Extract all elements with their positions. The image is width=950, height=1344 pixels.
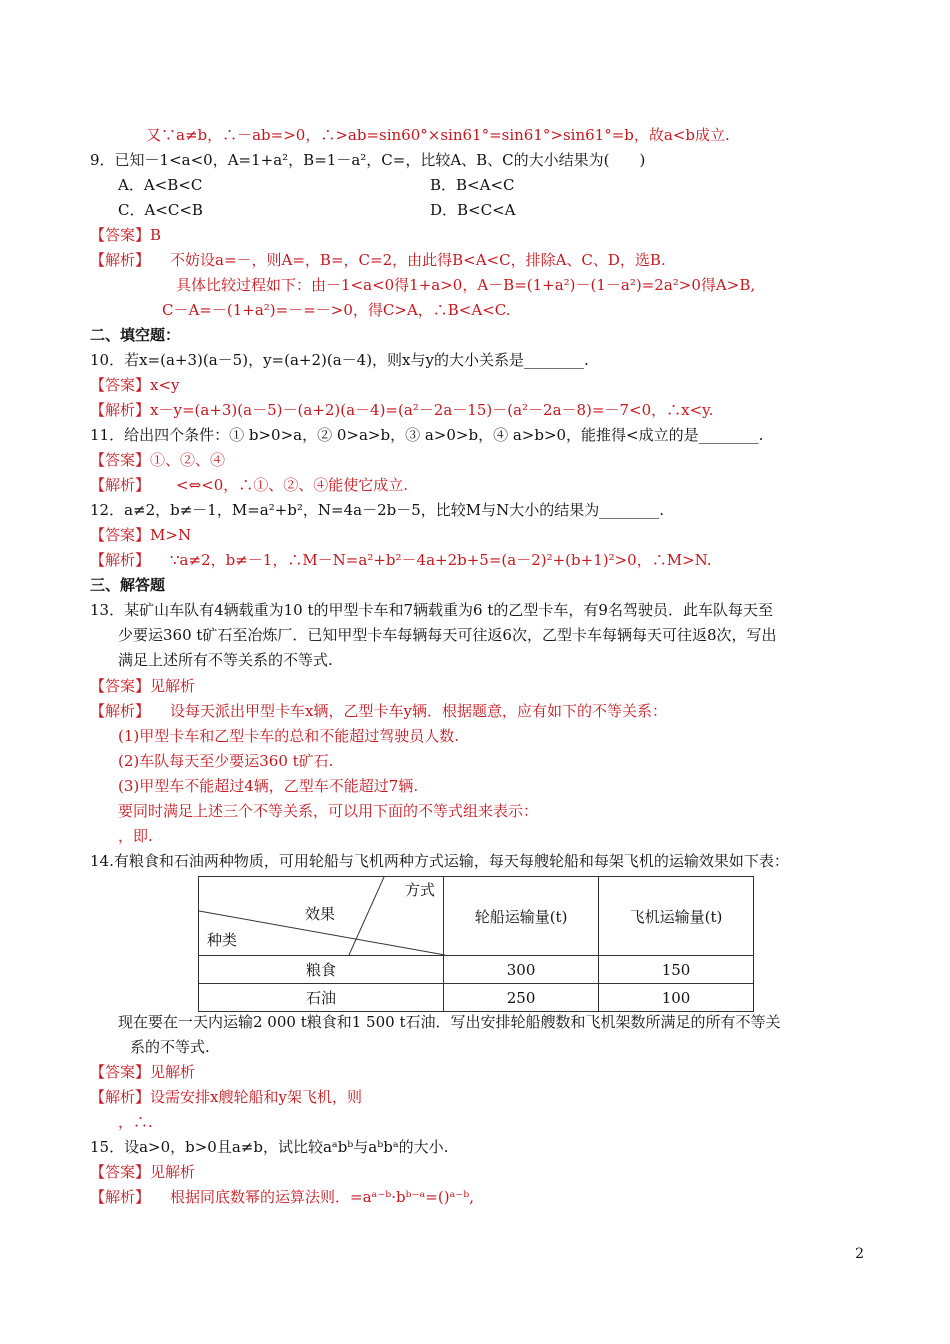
q13-analysis-item1: (1)甲型卡车和乙型卡车的总和不能超过驾驶员人数. <box>118 727 460 745</box>
q9-option-b: B．B<A<C <box>430 176 515 194</box>
q9-option-a: A．A<B<C <box>118 176 203 194</box>
column-header-ship: 轮船运输量(t) <box>444 877 599 956</box>
corner-label-effect: 效果 <box>305 905 336 923</box>
corner-label-method: 方式 <box>405 881 436 899</box>
table-corner-cell <box>199 877 444 956</box>
q14-answer: 【答案】见解析 <box>90 1063 196 1081</box>
q9-analysis-line2: 具体比较过程如下：由－1<a<0得1+a>0，A－B=(1+a²)－(1－a²)=2a²>0得A>B, <box>176 276 756 294</box>
corner-label-kind: 种类 <box>207 931 238 949</box>
question-14-line3: 系的不等式. <box>130 1038 210 1056</box>
q11-analysis: 【解析】 <⇔<0，∴①、②、④能使它成立. <box>90 476 409 494</box>
q13-analysis-item3: (3)甲型车不能超过4辆，乙型车不能超过7辆. <box>118 777 419 795</box>
q13-analysis-system: ，即. <box>118 827 153 845</box>
question-9: 9．已知－1<a<0，A=1+a²，B=1－a²，C=，比较A、B、C的大小结果为( ) <box>90 151 646 169</box>
q11-answer: 【答案】①、②、④ <box>90 451 226 469</box>
row-name: 粮食 <box>199 956 444 984</box>
q13-analysis: 【解析】 设每天派出甲型卡车x辆，乙型卡车y辆．根据题意，应有如下的不等关系： <box>90 702 667 720</box>
q9-analysis-line3: C－A=－(1+a²)=－=－>0，得C>A，∴B<A<C. <box>162 301 511 319</box>
q15-answer: 【答案】见解析 <box>90 1163 196 1181</box>
question-13-line1: 13．某矿山车队有4辆载重为10 t的甲型卡车和7辆载重为6 t的乙型卡车，有9名驾驶员．此车队每天至 <box>90 601 773 619</box>
cell-ship: 250 <box>444 984 599 1012</box>
table-row <box>199 956 754 984</box>
q9-answer: 【答案】B <box>90 226 162 244</box>
q9-option-c: C．A<C<B <box>118 201 203 219</box>
question-11: 11．给出四个条件：① b>0>a，② 0>a>b，③ a>0>b，④ a>b>0，能推得<成立的是________. <box>90 426 764 444</box>
q12-answer: 【答案】M>N <box>90 526 192 544</box>
transport-table <box>198 876 754 1012</box>
q14-analysis: 【解析】设需安排x艘轮船和y架飞机，则 <box>90 1088 362 1106</box>
section-solve: 三、解答题 <box>90 576 166 594</box>
cell-plane: 150 <box>599 956 754 984</box>
column-header-plane: 飞机运输量(t) <box>599 877 754 956</box>
q9-analysis: 【解析】 不妨设a=－，则A=，B=，C=2，由此得B<A<C，排除A、C、D，选B. <box>90 251 666 269</box>
q13-answer: 【答案】见解析 <box>90 677 196 695</box>
section-fill-in: 二、填空题： <box>90 326 181 344</box>
q15-analysis: 【解析】 根据同底数幂的运算法则．=aᵃ⁻ᵇ·bᵇ⁻ᵃ=()ᵃ⁻ᵇ, <box>90 1188 475 1206</box>
q9-option-d: D．B<C<A <box>430 201 516 219</box>
q12-analysis: 【解析】 ∵a≠2，b≠－1，∴M－N=a²+b²－4a+2b+5=(a－2)²+(b+1)²>0，∴M>N. <box>90 551 712 569</box>
question-13-line2: 少要运360 t矿石至冶炼厂．已知甲型卡车每辆每天可往返6次，乙型卡车每辆每天可往返8次，写出 <box>118 626 777 644</box>
cell-plane: 100 <box>599 984 754 1012</box>
q13-analysis-summary: 要同时满足上述三个不等关系，可以用下面的不等式组来表示： <box>118 802 539 820</box>
question-14: 14.有粮食和石油两种物质，可用轮船与飞机两种方式运输，每天每艘轮船和每架飞机的运输效果如下表： <box>90 852 789 870</box>
question-14-line2: 现在要在一天内运输2 000 t粮食和1 500 t石油．写出安排轮船艘数和飞机架数所满足的所有不等关 <box>118 1013 781 1031</box>
question-15: 15．设a>0，b>0且a≠b，试比较aᵃbᵇ与aᵇbᵃ的大小. <box>90 1138 449 1156</box>
q10-answer: 【答案】x<y <box>90 376 180 394</box>
table-header-row <box>199 877 754 956</box>
question-10: 10．若x=(a+3)(a－5)，y=(a+2)(a－4)，则x与y的大小关系是________. <box>90 351 589 369</box>
page-number: 2 <box>855 1246 864 1262</box>
cell-ship: 300 <box>444 956 599 984</box>
q13-analysis-item2: (2)车队每天至少要运360 t矿石. <box>118 752 334 770</box>
table-row <box>199 984 754 1012</box>
q10-analysis: 【解析】x－y=(a+3)(a－5)－(a+2)(a－4)=(a²－2a－15)－(a²－2a－8)=－7<0，∴x<y. <box>90 401 714 419</box>
prev-solution-line: 又∵a≠b，∴－ab=>0，∴>ab=sin60°×sin61°=sin61°>sin61°=b，故a<b成立. <box>146 126 730 144</box>
q14-analysis-line2: ，∴. <box>118 1113 153 1131</box>
question-13-line3: 满足上述所有不等关系的不等式. <box>118 651 333 669</box>
question-12: 12．a≠2，b≠－1，M=a²+b²，N=4a－2b－5，比较M与N大小的结果为________. <box>90 501 665 519</box>
row-name: 石油 <box>199 984 444 1012</box>
